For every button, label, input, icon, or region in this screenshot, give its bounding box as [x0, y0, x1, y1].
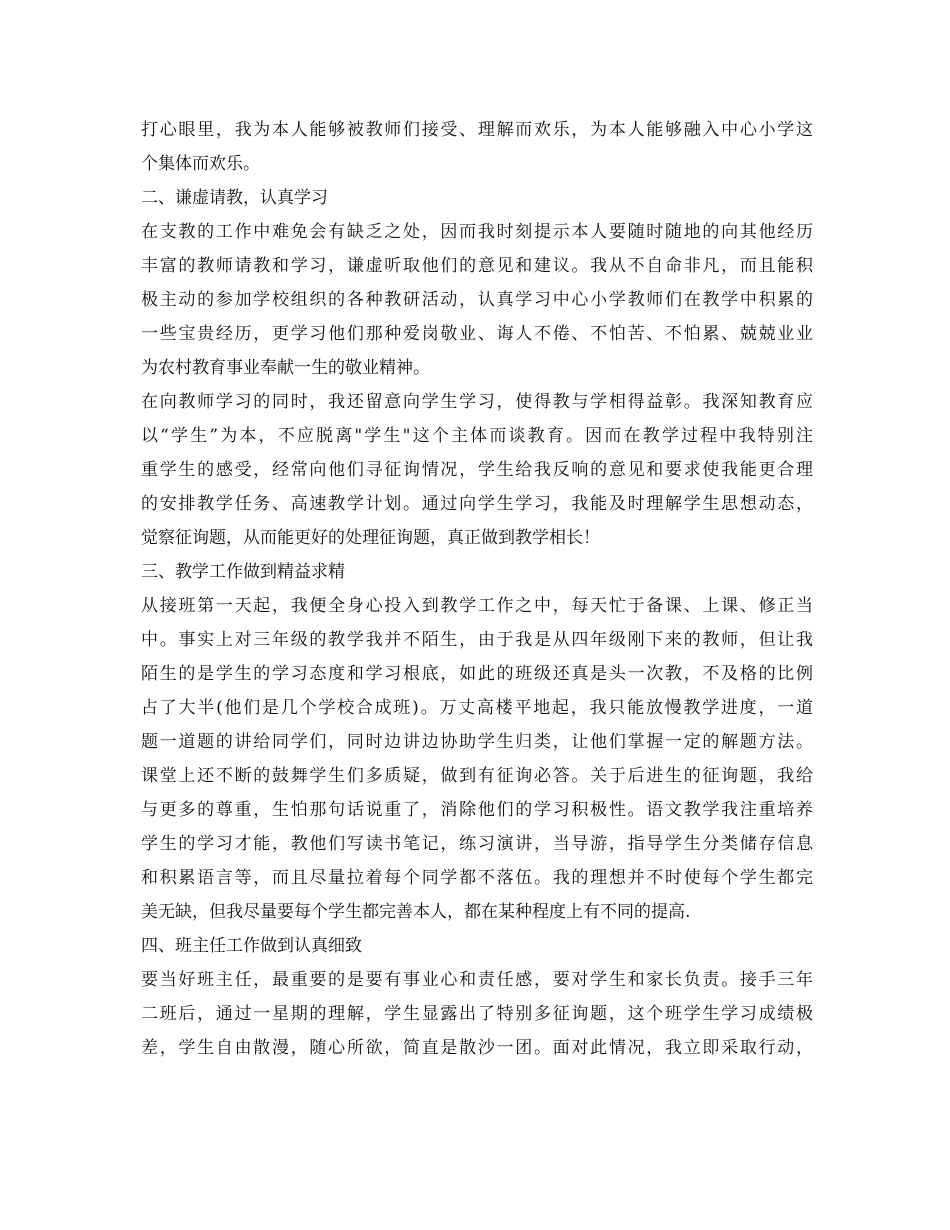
text-line: 学生的学习才能，教他们写读书笔记，练习演讲，当导游，指导学生分类储存信息: [141, 834, 813, 854]
text-line: 在向教师学习的同时，我还留意向学生学习，使得教与学相得益彰。我深知教育应: [141, 392, 813, 412]
section-heading: 四、班主任工作做到认真细致: [141, 936, 362, 956]
text-line: 为农村教育事业奉献一生的敬业精神。: [141, 358, 430, 378]
text-line: 占了大半(他们是几个学校合成班)。万丈高楼平地起，我只能放慢教学进度，一道: [141, 698, 813, 718]
text-line: 打心眼里，我为本人能够被教师们接受、理解而欢乐，为本人能够融入中心小学这: [141, 120, 813, 140]
text-line: 在支教的工作中难免会有缺乏之处，因而我时刻提示本人要随时随地的向其他经历: [141, 222, 813, 242]
document-body: [141, 113, 813, 1065]
text-line: 和积累语言等，而且尽量拉着每个同学都不落伍。我的理想并不时使每个学生都完: [141, 868, 813, 888]
text-line: 差，学生自由散漫，随心所欲，简直是散沙一团。面对此情况，我立即采取行动，: [141, 1038, 813, 1058]
text-line: 重学生的感受，经常向他们寻征询情况，学生给我反响的意见和要求使我能更合理: [141, 460, 813, 480]
text-line: 美无缺，但我尽量要每个学生都完善本人，都在某种程度上有不同的提高.: [141, 902, 691, 922]
text-line: 极主动的参加学校组织的各种教研活动，认真学习中心小学教师们在教学中积累的: [141, 290, 813, 310]
text-line: 题一道题的讲给同学们，同时边讲边协助学生归类，让他们掌握一定的解题方法。: [141, 732, 813, 752]
text-line: 课堂上还不断的鼓舞学生们多质疑，做到有征询必答。关于后进生的征询题，我给: [141, 766, 813, 786]
text-line: 二班后，通过一星期的理解，学生显露出了特别多征询题，这个班学生学习成绩极: [141, 1004, 813, 1024]
text-line: 从接班第一天起，我便全身心投入到教学工作之中，每天忙于备课、上课、修正当: [141, 596, 813, 616]
text-line: 个集体而欢乐。: [141, 154, 260, 174]
text-line: 的安排教学任务、高速教学计划。通过向学生学习，我能及时理解学生思想动态，: [141, 494, 813, 514]
text-line: 以“学生”为本，不应脱离"学生"这个主体而谈教育。因而在教学过程中我特别注: [141, 426, 813, 446]
text-line: 觉察征询题，从而能更好的处理征询题，真正做到教学相长！: [141, 528, 600, 548]
section-heading: 三、教学工作做到精益求精: [141, 562, 345, 582]
text-line: 中。事实上对三年级的教学我并不陌生，由于我是从四年级刚下来的教师，但让我: [141, 630, 813, 650]
text-line: 要当好班主任，最重要的是要有事业心和责任感，要对学生和家长负责。接手三年: [141, 970, 813, 990]
text-line: 陌生的是学生的学习态度和学习根底，如此的班级还真是头一次教，不及格的比例: [141, 664, 813, 684]
text-line: 丰富的教师请教和学习，谦虚听取他们的意见和建议。我从不自命非凡，而且能积: [141, 256, 813, 276]
text-line: 与更多的尊重，生怕那句话说重了，消除他们的学习积极性。语文教学我注重培养: [141, 800, 813, 820]
section-heading: 二、谦虚请教，认真学习: [141, 188, 328, 208]
text-line: 一些宝贵经历，更学习他们那种爱岗敬业、诲人不倦、不怕苦、不怕累、兢兢业业: [141, 324, 813, 344]
